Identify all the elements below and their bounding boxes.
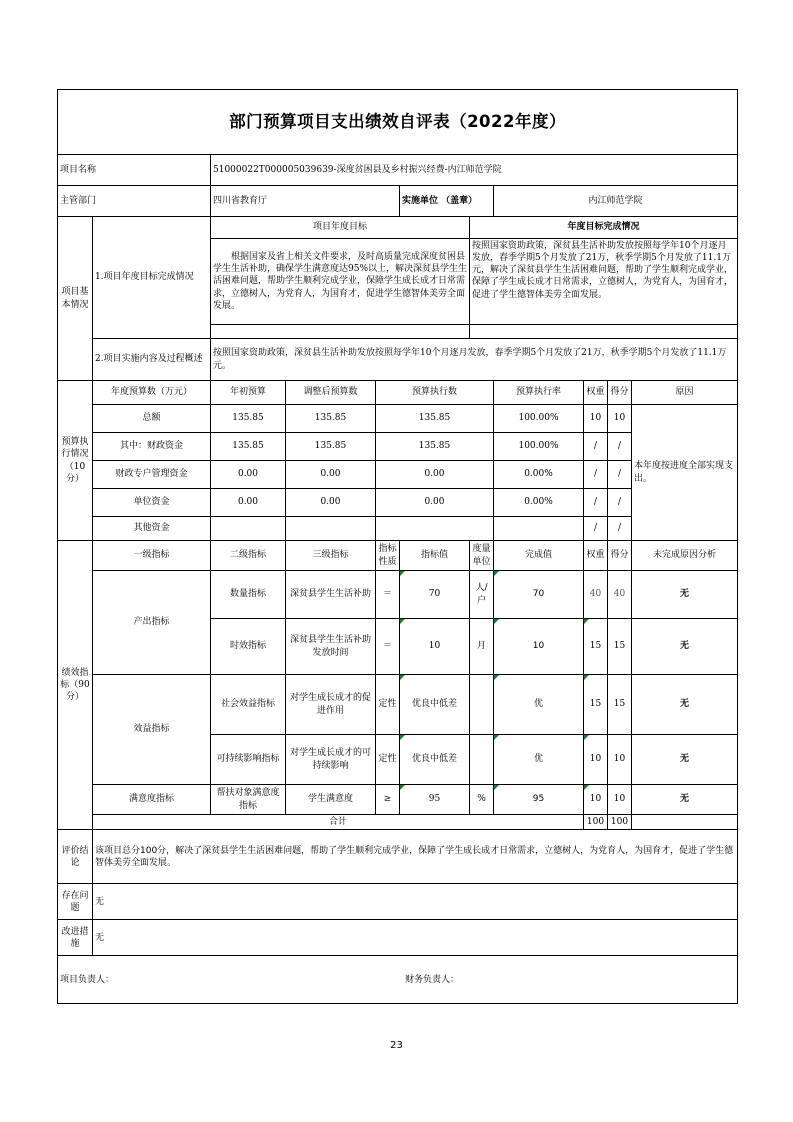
- perf-score: 10: [608, 785, 632, 815]
- perf-l2: 数量指标: [211, 571, 286, 619]
- process-text: 按照国家资助政策，深贫县生活补助发放按照每学年10个月逐月发放，春季学期5个月发放了21万，秋季学期5个月发放了11.1万元。: [211, 339, 738, 381]
- perf-row: [58, 785, 738, 815]
- budget-score: /: [608, 517, 632, 541]
- budget-executed: 135.85: [376, 433, 494, 461]
- perf-done: 95: [494, 785, 584, 815]
- budget-header: 预算执行数: [376, 381, 494, 405]
- perf-score: 15: [608, 675, 632, 735]
- budget-rate: [494, 517, 584, 541]
- goal-text: 根据国家及省上相关文件要求，及时高质量完成深度贫困县学生生活补助，确保学生满意度达95%以上，解决深贫县学生生活困难问题，帮助学生顺利完成学业，保障学生成长成才日常需求，立德树人，为党育人，为国育才，促进学生德智体美劳全面发展。: [211, 239, 470, 325]
- budget-row-label: 单位资金: [93, 489, 211, 517]
- perf-reason: 无: [632, 785, 738, 815]
- goal-header: 项目年度目标: [211, 217, 470, 239]
- perf-done: 70: [494, 571, 584, 619]
- budget-score: 10: [608, 405, 632, 433]
- budget-weight: /: [584, 489, 608, 517]
- budget-score: /: [608, 489, 632, 517]
- budget-adjusted: 0.00: [286, 461, 376, 489]
- budget-header: 权重: [584, 381, 608, 405]
- budget-initial: 135.85: [211, 405, 286, 433]
- perf-reason: 无: [632, 675, 738, 735]
- perf-header: 权重: [584, 541, 608, 571]
- perf-unit: 月: [470, 619, 494, 675]
- perf-header: 得分: [608, 541, 632, 571]
- budget-header: 原因: [632, 381, 738, 405]
- page-number: 23: [390, 1040, 403, 1051]
- completion-header: 年度目标完成情况: [470, 217, 738, 239]
- budget-row-label: 其他资金: [93, 517, 211, 541]
- budget-initial: 0.00: [211, 461, 286, 489]
- budget-header: 得分: [608, 381, 632, 405]
- perf-score: 40: [608, 571, 632, 619]
- perf-l3: 学生满意度: [286, 785, 376, 815]
- goal-completion-label: 1.项目年度目标完成情况: [93, 217, 211, 339]
- budget-executed: 0.00: [376, 461, 494, 489]
- perf-done: 优: [494, 735, 584, 785]
- perf-section-label: 绩效指标（90分）: [58, 541, 93, 830]
- project-name-label: 项目名称: [58, 155, 211, 186]
- evaluation-text: 该项目总分100分，解决了深贫县学生生活困难问题，帮助了学生顺利完成学业，保障了学生成长成才日常需求，立德树人，为党育人，为国育才，促进了学生德智体美劳全面发展。: [93, 830, 738, 884]
- perf-unit: %: [470, 785, 494, 815]
- total-label: 合计: [93, 815, 584, 830]
- perf-weight: 10: [584, 785, 608, 815]
- perf-l3: 对学生成长成才的可持续影响: [286, 735, 376, 785]
- project-name-value: 51000022T000005039639-深度贫困县及乡村振兴经费-内江师范学院: [211, 155, 738, 186]
- budget-score: /: [608, 433, 632, 461]
- perf-header: 二级指标: [211, 541, 286, 571]
- perf-nature: 定性: [376, 675, 400, 735]
- perf-l2: 社会效益指标: [211, 675, 286, 735]
- perf-header: 指标性质: [376, 541, 400, 571]
- perf-value: 95: [400, 785, 470, 815]
- output-indicator-label: 产出指标: [93, 571, 211, 675]
- perf-score: 15: [608, 619, 632, 675]
- perf-reason: 无: [632, 735, 738, 785]
- budget-header: 年初预算: [211, 381, 286, 405]
- budget-row-label: 财政专户管理资金: [93, 461, 211, 489]
- perf-unit: [470, 735, 494, 785]
- budget-row-label: 其中：财政资金: [93, 433, 211, 461]
- budget-executed: [376, 517, 494, 541]
- perf-l2: 帮扶对象满意度指标: [211, 785, 286, 815]
- issues-label: 存在问题: [58, 884, 93, 920]
- evaluation-label: 评价结论: [58, 830, 93, 884]
- perf-score: 10: [608, 735, 632, 785]
- budget-rate: 0.00%: [494, 461, 584, 489]
- budget-header: 调整后预算数: [286, 381, 376, 405]
- perf-l2: 可持续影响指标: [211, 735, 286, 785]
- perf-reason: 无: [632, 619, 738, 675]
- budget-header: 预算执行率: [494, 381, 584, 405]
- perf-weight: 15: [584, 675, 608, 735]
- perf-done: 优: [494, 675, 584, 735]
- budget-row: [58, 405, 738, 433]
- dept-value: 四川省教育厅: [211, 186, 400, 217]
- effect-indicator-label: 效益指标: [93, 675, 211, 785]
- self-evaluation-form: [57, 89, 737, 1004]
- budget-adjusted: [286, 517, 376, 541]
- perf-l3: 对学生成长成才的促进作用: [286, 675, 376, 735]
- budget-weight: /: [584, 517, 608, 541]
- perf-header: 度量单位: [470, 541, 494, 571]
- budget-initial: [211, 517, 286, 541]
- signature-row: [58, 956, 738, 1004]
- evaluation-table: [57, 89, 738, 1004]
- project-lead-label: 项目负责人：: [60, 974, 115, 985]
- perf-unit: 人/户: [470, 571, 494, 619]
- perf-value: 优良中低差: [400, 675, 470, 735]
- budget-header: 年度预算数（万元）: [93, 381, 211, 405]
- perf-weight: 10: [584, 735, 608, 785]
- perf-l2: 时效指标: [211, 619, 286, 675]
- completion-text: 按照国家资助政策，深贫县生活补助发放按照每学年10个月逐月发放，春季学期5个月发放了21万，秋季学期5个月发放了11.1万元，解决了深贫县学生生活困难问题，帮助了学生顺利完成学业，保障了学生成长成才日常需求，立德树人，为党育人，为国育才，促进了学生德智体美劳全面发展。: [470, 239, 738, 325]
- impl-unit-value: 内江师范学院: [494, 186, 738, 217]
- perf-value: 10: [400, 619, 470, 675]
- perf-nature: ≥: [376, 785, 400, 815]
- perf-header: 完成值: [494, 541, 584, 571]
- budget-adjusted: 0.00: [286, 489, 376, 517]
- perf-header: 一级指标: [93, 541, 211, 571]
- budget-rate: 100.00%: [494, 433, 584, 461]
- finance-lead-label: 财务负责人：: [405, 974, 460, 985]
- budget-section-label: 预算执行情况（10分）: [58, 381, 93, 541]
- budget-executed: 135.85: [376, 405, 494, 433]
- process-label: 2.项目实施内容及过程概述: [93, 339, 211, 381]
- perf-value: 70: [400, 571, 470, 619]
- perf-unit: [470, 675, 494, 735]
- perf-l3: 深贫县学生生活补助发放时间: [286, 619, 376, 675]
- perf-weight: 15: [584, 619, 608, 675]
- perf-nature: ＝: [376, 571, 400, 619]
- budget-adjusted: 135.85: [286, 433, 376, 461]
- budget-score: /: [608, 461, 632, 489]
- dept-label: 主管部门: [58, 186, 211, 217]
- perf-value: 优良中低差: [400, 735, 470, 785]
- perf-header: 指标值: [400, 541, 470, 571]
- impl-unit-label: 实施单位 （盖章）: [400, 186, 494, 217]
- total-weight: 100: [584, 815, 608, 830]
- budget-row-label: 总额: [93, 405, 211, 433]
- budget-initial: 0.00: [211, 489, 286, 517]
- perf-row: [58, 571, 738, 619]
- budget-weight: /: [584, 433, 608, 461]
- budget-executed: 0.00: [376, 489, 494, 517]
- budget-reason: 本年度按进度全部实现支出。: [632, 405, 738, 541]
- perf-nature: ＝: [376, 619, 400, 675]
- perf-done: 10: [494, 619, 584, 675]
- issues-text: 无: [93, 884, 738, 920]
- perf-header: 三级指标: [286, 541, 376, 571]
- perf-header: 未完成原因分析: [632, 541, 738, 571]
- total-score: 100: [608, 815, 632, 830]
- budget-adjusted: 135.85: [286, 405, 376, 433]
- perf-l3: 深贫县学生生活补助: [286, 571, 376, 619]
- budget-rate: 0.00%: [494, 489, 584, 517]
- budget-weight: 10: [584, 405, 608, 433]
- perf-nature: 定性: [376, 735, 400, 785]
- perf-reason: 无: [632, 571, 738, 619]
- perf-weight: 40: [584, 571, 608, 619]
- measures-label: 改进措施: [58, 920, 93, 956]
- budget-rate: 100.00%: [494, 405, 584, 433]
- measures-text: 无: [93, 920, 738, 956]
- basic-info-label: 项目基本情况: [58, 217, 93, 381]
- budget-weight: /: [584, 461, 608, 489]
- page-title: 部门预算项目支出绩效自评表（2022年度）: [58, 90, 738, 155]
- satisfaction-indicator-label: 满意度指标: [93, 785, 211, 815]
- perf-row: [58, 675, 738, 735]
- budget-initial: 135.85: [211, 433, 286, 461]
